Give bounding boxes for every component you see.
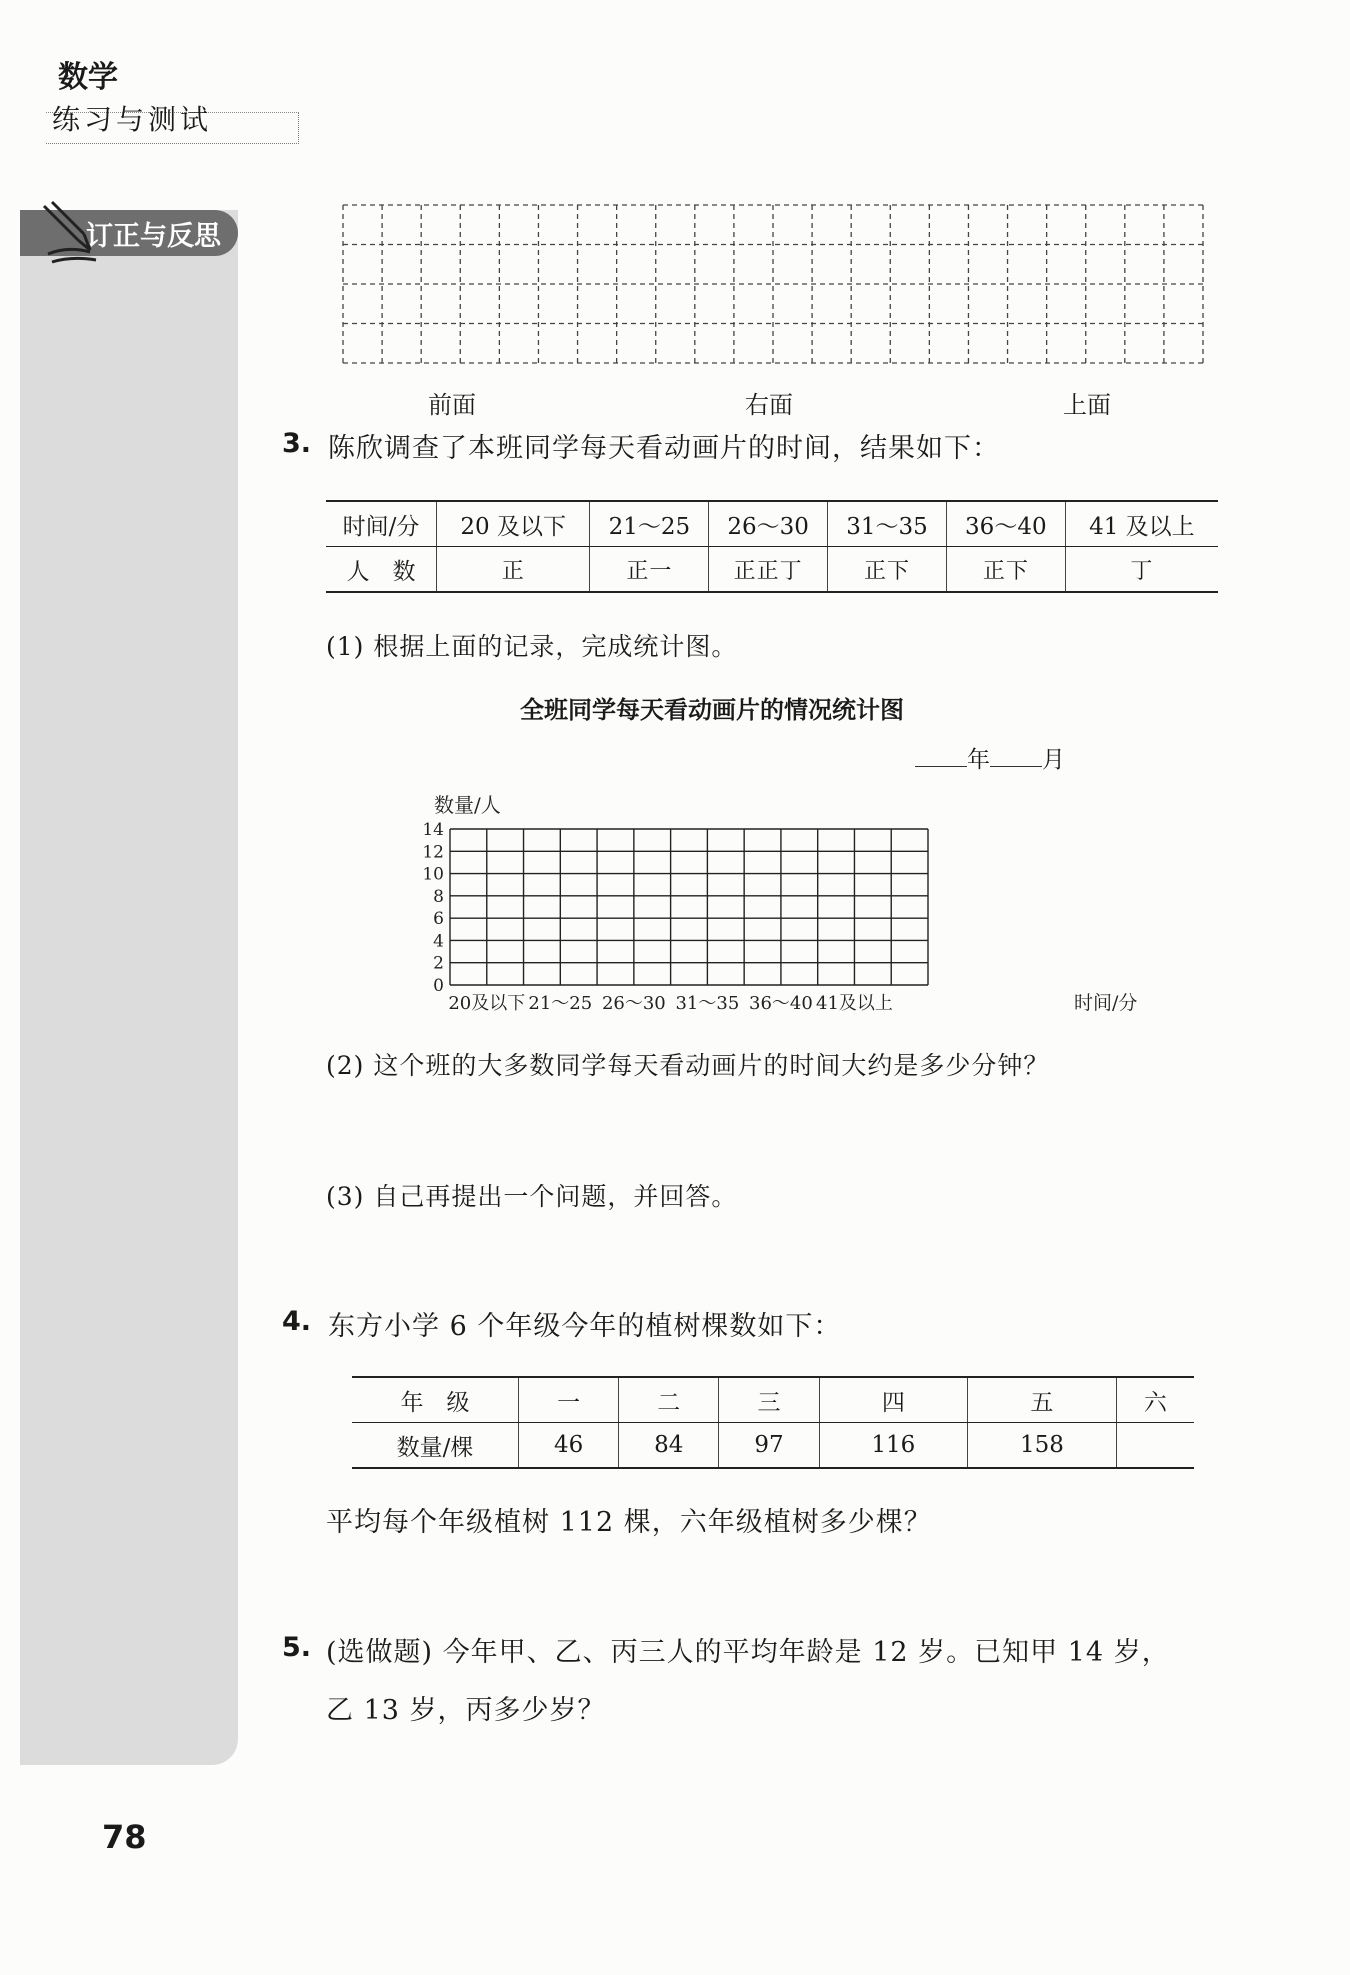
question-4-text: 东方小学 6 个年级今年的植树棵数如下： xyxy=(328,1311,842,1342)
table-cell: 36～40 xyxy=(946,501,1065,547)
question-3-number: 3. xyxy=(282,428,312,459)
table-cell: 四 xyxy=(819,1377,968,1423)
y-tick-label: 4 xyxy=(433,931,444,952)
tally-cell: 正 xyxy=(437,547,590,593)
y-tick-label: 8 xyxy=(433,886,444,907)
year-blank[interactable] xyxy=(915,748,967,767)
blank-answer-cell[interactable] xyxy=(1116,1423,1194,1469)
table-cell: 六 xyxy=(1116,1377,1194,1423)
y-tick-label: 0 xyxy=(433,976,444,996)
table-cell: 158 xyxy=(968,1423,1117,1469)
sidebar-label: 订正与反思 xyxy=(86,221,221,252)
x-tick-label: 36～40 xyxy=(749,993,813,1014)
month-blank[interactable] xyxy=(990,748,1042,767)
page-number: 78 xyxy=(102,1818,147,1856)
view-label-top: 上面 xyxy=(1063,391,1111,419)
table-header-cell: 数量/棵 xyxy=(352,1423,519,1469)
date-line xyxy=(915,741,1065,774)
table-cell: 三 xyxy=(719,1377,819,1423)
question-3-text: 陈欣调查了本班同学每天看动画片的时间，结果如下： xyxy=(328,433,1000,464)
year-label: 年 xyxy=(967,747,990,773)
tally-cell: 正下 xyxy=(946,547,1065,593)
y-axis-label: 数量/人 xyxy=(434,793,501,817)
table-header-cell: 时间/分 xyxy=(326,501,437,547)
table-cell: 41 及以上 xyxy=(1065,501,1218,547)
question-3-part-3: (3) 自己再提出一个问题，并回答。 xyxy=(326,1182,738,1211)
y-tick-label: 2 xyxy=(433,953,444,974)
subject-title: 数学 xyxy=(58,60,118,95)
month-label: 月 xyxy=(1042,747,1065,773)
question-5-number: 5. xyxy=(282,1632,312,1663)
question-5-line-2: 乙 13 岁，丙多少岁？ xyxy=(326,1695,606,1726)
table-cell: 31～35 xyxy=(828,501,947,547)
table-header-cell: 人 数 xyxy=(326,547,437,593)
table-cell: 116 xyxy=(819,1423,968,1469)
question-4-number: 4. xyxy=(282,1306,312,1337)
table-cell: 五 xyxy=(968,1377,1117,1423)
x-tick-label: 20及以下 xyxy=(448,993,526,1014)
tree-table xyxy=(352,1376,1194,1469)
x-tick-label: 21～25 xyxy=(528,993,593,1014)
tally-cell: 正下 xyxy=(828,547,947,593)
question-4-question: 平均每个年级植树 112 棵，六年级植树多少棵？ xyxy=(326,1507,932,1538)
tally-cell: 正一 xyxy=(590,547,709,593)
table-cell: 二 xyxy=(619,1377,719,1423)
y-tick-label: 6 xyxy=(433,909,444,930)
y-tick-label: 10 xyxy=(422,864,444,885)
table-cell: 26～30 xyxy=(709,501,828,547)
x-tick-label: 41及以上 xyxy=(816,993,893,1014)
view-label-front: 前面 xyxy=(428,391,476,419)
x-tick-label: 26～30 xyxy=(601,993,666,1014)
y-tick-label: 14 xyxy=(422,820,444,840)
x-axis-label: 时间/分 xyxy=(1074,992,1138,1014)
table-cell: 21～25 xyxy=(590,501,709,547)
sidebar-margin xyxy=(20,210,238,1765)
table-row xyxy=(326,547,1218,593)
table-row xyxy=(352,1377,1194,1423)
book-title: 练习与测试 xyxy=(52,103,213,136)
answer-dot-grid xyxy=(342,204,1204,364)
bar-chart xyxy=(410,780,1150,1020)
table-cell: 84 xyxy=(619,1423,719,1469)
question-5-line-1: (选做题) 今年甲、乙、丙三人的平均年龄是 12 岁。已知甲 14 岁， xyxy=(326,1637,1170,1668)
question-3-part-1: (1) 根据上面的记录，完成统计图。 xyxy=(326,632,738,661)
x-tick-label: 31～35 xyxy=(675,993,740,1014)
chart-title: 全班同学每天看动画片的情况统计图 xyxy=(520,696,904,724)
table-row xyxy=(326,501,1218,547)
survey-table xyxy=(326,500,1218,593)
view-label-right: 右面 xyxy=(745,391,793,419)
table-row xyxy=(352,1423,1194,1469)
table-cell: 一 xyxy=(519,1377,619,1423)
table-cell: 97 xyxy=(719,1423,819,1469)
tally-cell: 丁 xyxy=(1065,547,1218,593)
tally-cell: 正正丁 xyxy=(709,547,828,593)
table-header-cell: 年 级 xyxy=(352,1377,519,1423)
table-cell: 46 xyxy=(519,1423,619,1469)
question-3-part-2: (2) 这个班的大多数同学每天看动画片的时间大约是多少分钟？ xyxy=(326,1051,1050,1080)
y-tick-label: 12 xyxy=(422,842,444,863)
table-cell: 20 及以下 xyxy=(437,501,590,547)
